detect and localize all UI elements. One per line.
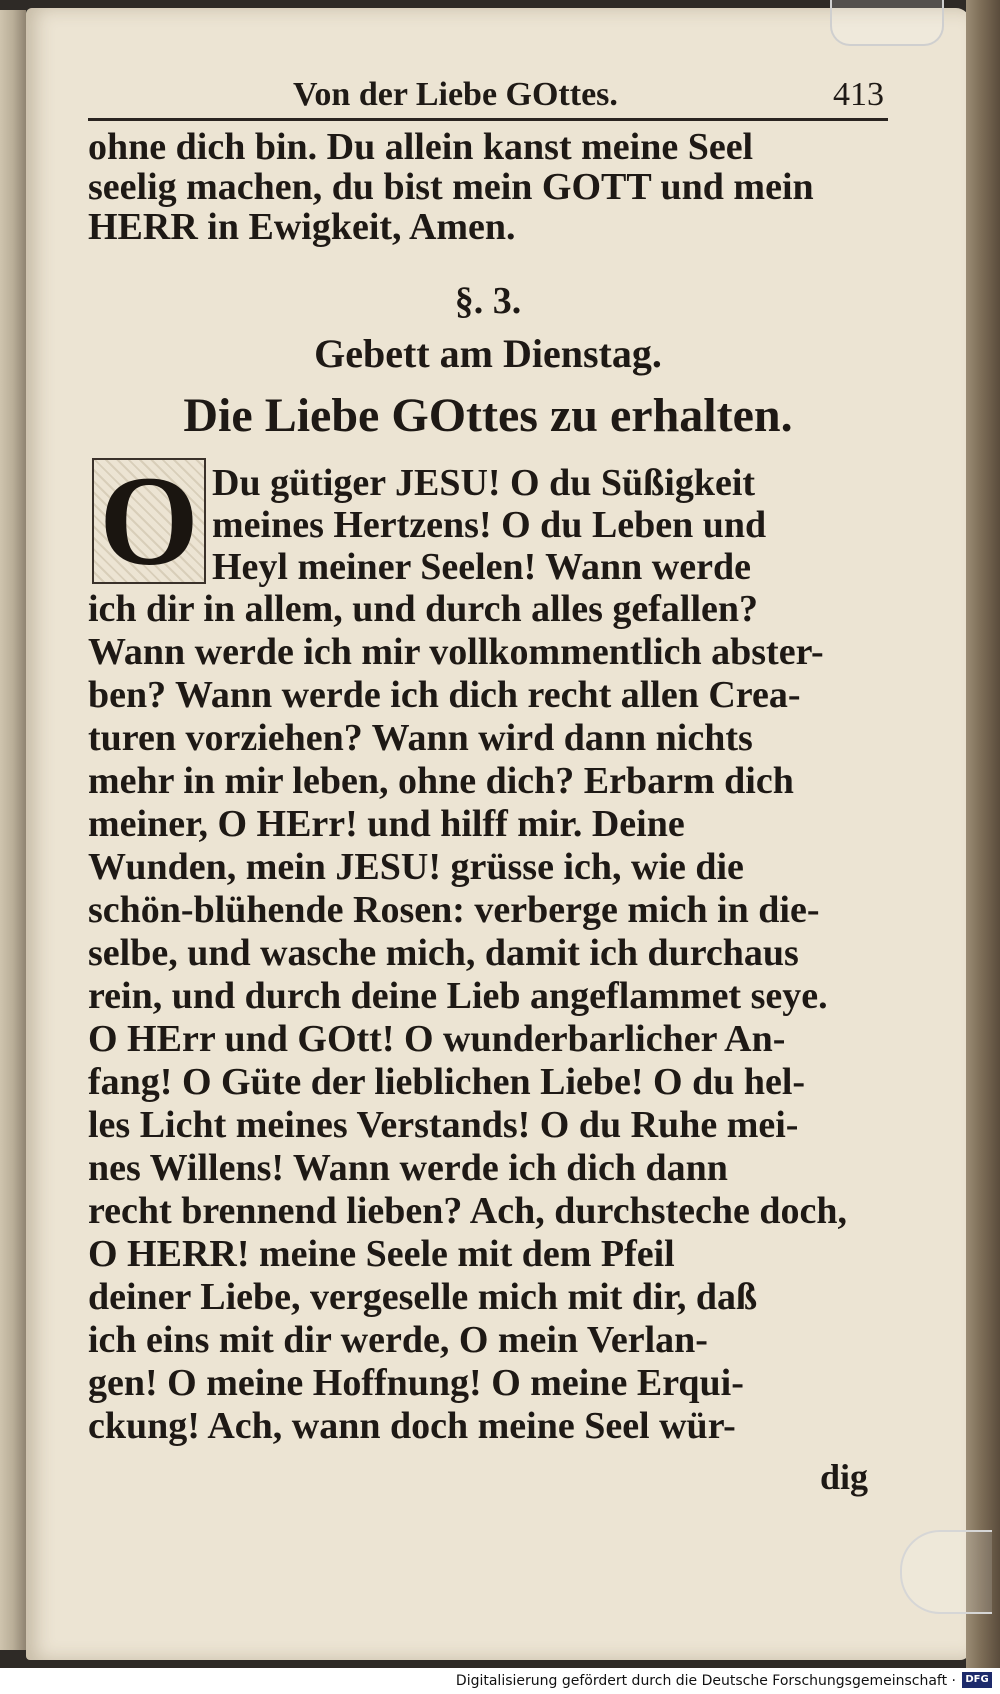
text-line: O HERR! meine Seele mit dem Pfeil [88, 1233, 675, 1275]
text-line: HERR in Ewigkeit, Amen. [88, 206, 516, 248]
running-header [88, 68, 888, 121]
text-line: Heyl meiner Seelen! Wann werde [212, 546, 751, 588]
drop-cap-initial: O [92, 458, 206, 584]
text-line: fang! O Güte der lieblichen Liebe! O du hel- [88, 1061, 806, 1103]
text-line: nes Willens! Wann werde ich dich dann [88, 1147, 728, 1189]
text-line: ohne dich bin. Du allein kanst meine Seel [88, 126, 754, 168]
text-line: mehr in mir leben, ohne dich? Erbarm dich [88, 760, 794, 802]
text-line: turen vorziehen? Wann wird dann nichts [88, 717, 753, 759]
dfg-logo-icon: DFG [962, 1672, 992, 1688]
catchword: dig [820, 1457, 869, 1497]
funding-credit: Digitalisierung gefördert durch die Deutsche Forschungsgemeinschaft · [455, 1673, 956, 1689]
text-line: meines Hertzens! O du Leben und [212, 504, 767, 546]
text-line: gen! O meine Hoffnung! O meine Erqui- [88, 1362, 744, 1404]
text-line: ich eins mit dir werde, O mein Verlan- [88, 1319, 708, 1361]
text-line: rein, und durch deine Lieb angeflammet seye. [88, 975, 828, 1017]
text-line: seelig machen, du bist mein GOTT und mein [88, 166, 814, 208]
text-line: schön-blühende Rosen: verberge mich in die- [88, 889, 820, 931]
text-line: O HErr und GOtt! O wunderbarlicher An- [88, 1018, 786, 1060]
text-line: deiner Liebe, vergeselle mich mit dir, daß [88, 1276, 758, 1318]
page-clip-top [830, 0, 944, 46]
text-line: Du gütiger JESU! O du Süßigkeit [212, 462, 756, 504]
text-line: Wunden, mein JESU! grüsse ich, wie die [88, 846, 744, 888]
left-page-stack [0, 10, 26, 1650]
text-line: selbe, und wasche mich, damit ich durchaus [88, 932, 799, 974]
prayer-heading: Die Liebe GOttes zu erhalten. [183, 389, 793, 442]
section-mark: §. 3. [454, 280, 522, 322]
text-line: ben? Wann werde ich dich recht allen Crea- [88, 674, 801, 716]
digitization-footer [0, 1668, 1000, 1694]
running-title: Von der Liebe GOttes. [293, 76, 618, 113]
text-line: Wann werde ich mir vollkommentlich abster- [88, 631, 824, 673]
text-line: les Licht meines Verstands! O du Ruhe mei- [88, 1104, 799, 1146]
text-line: ckung! Ach, wann doch meine Seel wür- [88, 1405, 736, 1447]
text-line: recht brennend lieben? Ach, durchsteche doch, [88, 1190, 847, 1232]
prayer-subheading: Gebett am Dienstag. [314, 331, 662, 376]
page-number: 413 [833, 76, 884, 113]
text-line: ich dir in allem, und durch alles gefallen? [88, 588, 759, 630]
text-line: meiner, O HErr! und hilff mir. Deine [88, 803, 685, 845]
page-clip-bottom [900, 1530, 992, 1614]
book-edge [966, 0, 1000, 1668]
